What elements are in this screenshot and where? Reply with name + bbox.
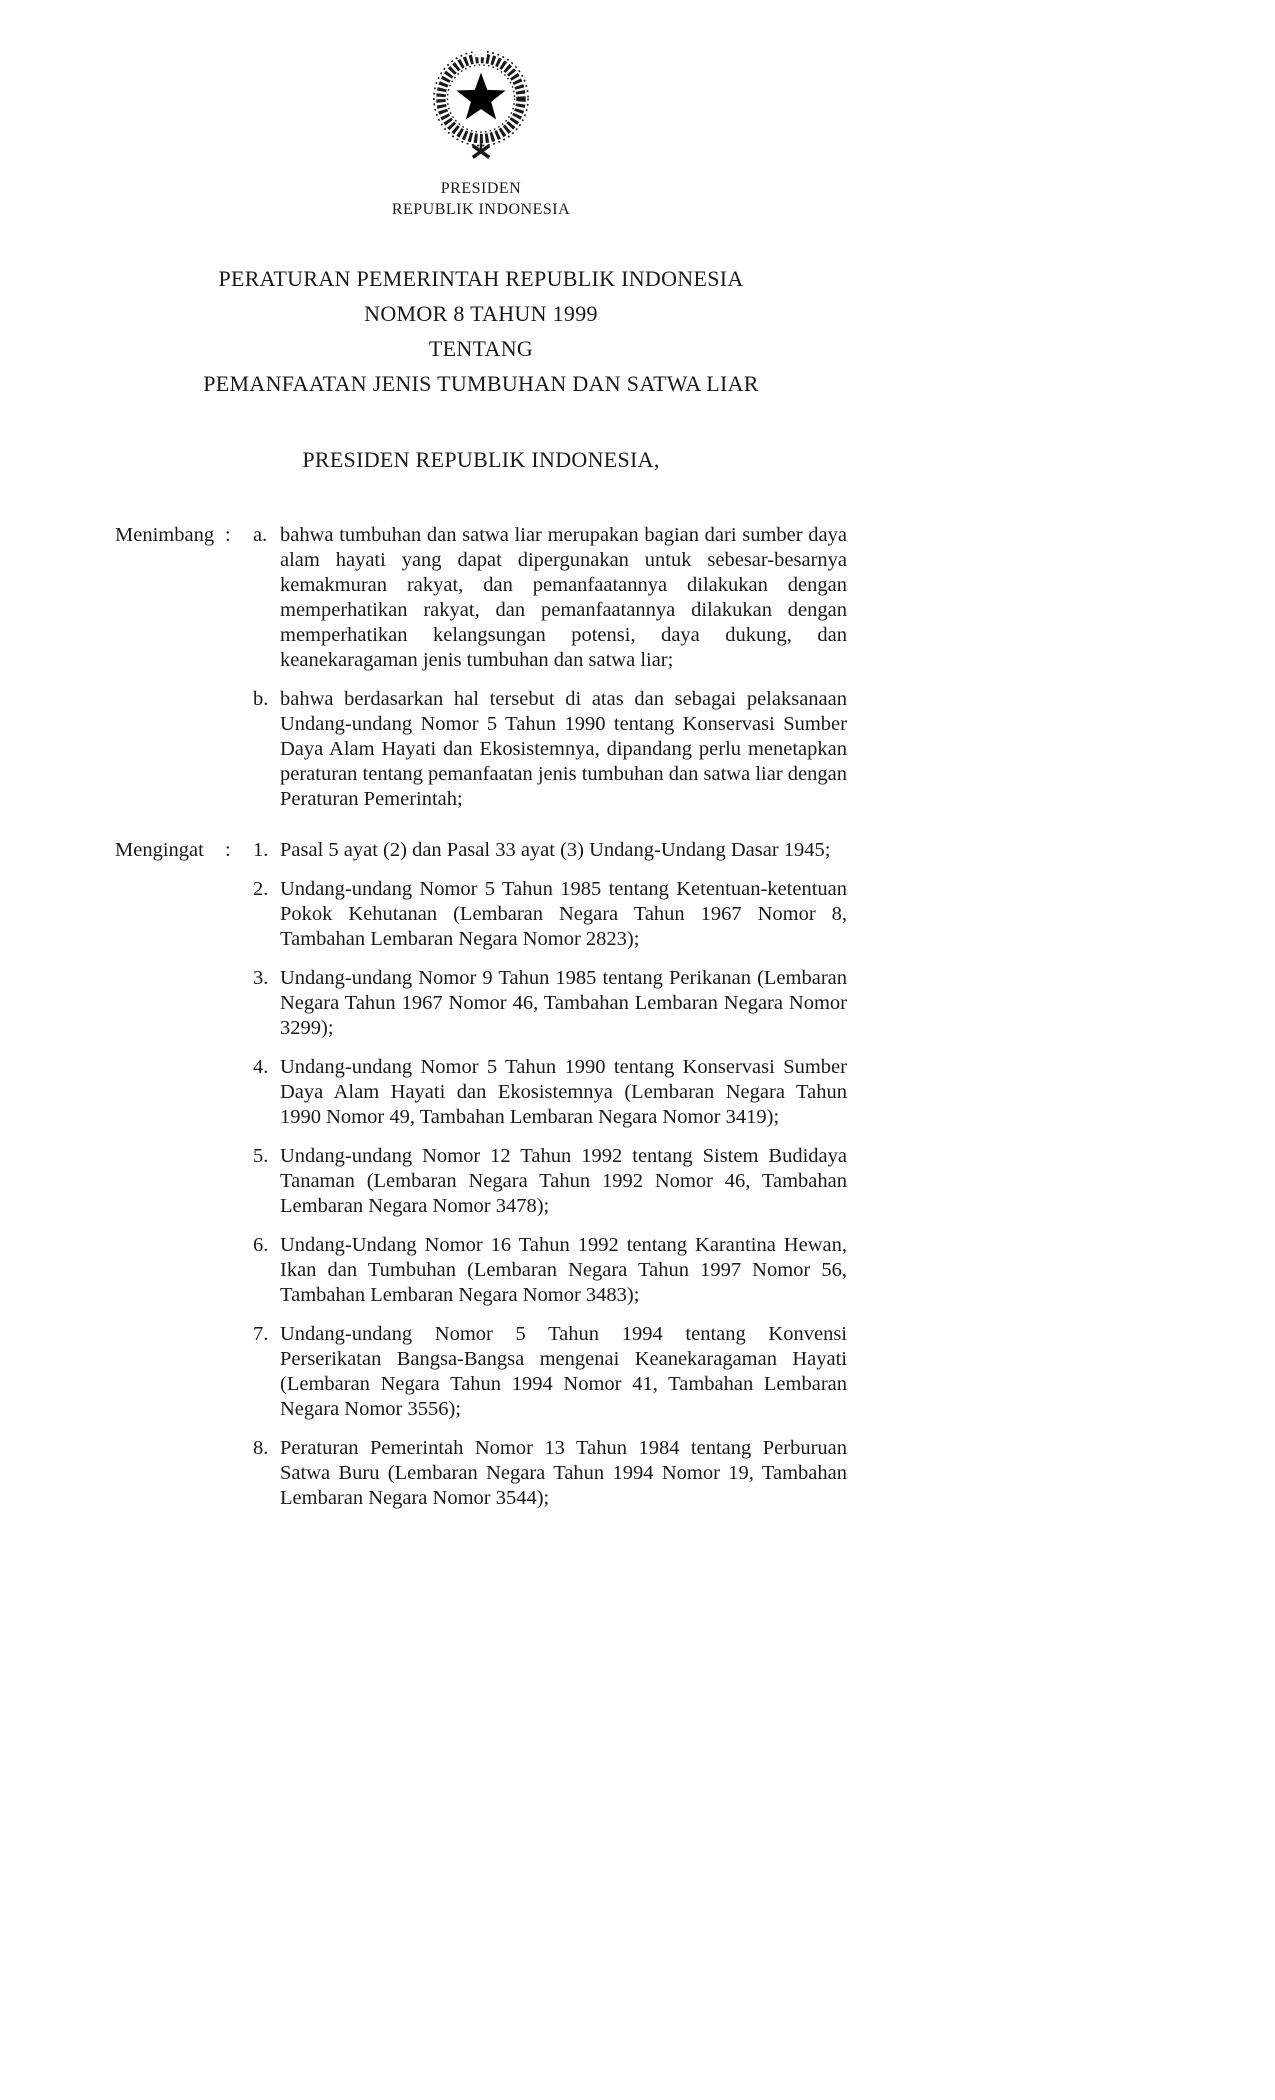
menimbang-section xyxy=(115,523,847,812)
item-marker: 4. xyxy=(253,1055,269,1078)
emblem-container xyxy=(115,0,847,173)
item-marker: 3. xyxy=(253,966,269,989)
item-marker: 2. xyxy=(253,877,269,900)
item-text: Undang-undang Nomor 12 Tahun 1992 tentang Sistem Budidaya Tanaman (Lembaran Negara Tahun 1992 Nomor 46, Tambahan Lembaran Negara Nomor 3478); xyxy=(280,1144,847,1217)
mengingat-item xyxy=(115,1233,847,1308)
body-sections xyxy=(115,523,847,1511)
mengingat-item xyxy=(115,877,847,952)
org-line-republik: REPUBLIK INDONESIA xyxy=(391,200,571,218)
org-line-presiden: PRESIDEN xyxy=(440,180,522,197)
mengingat-item xyxy=(115,1322,847,1422)
title-line-4: PEMANFAATAN JENIS TUMBUHAN DAN SATWA LIAR xyxy=(203,370,759,396)
mengingat-item xyxy=(115,1144,847,1219)
item-text: Undang-undang Nomor 9 Tahun 1985 tentang Perikanan (Lembaran Negara Tahun 1967 Nomor 46, Tambahan Lembaran Negara Nomor 3299); xyxy=(280,966,847,1039)
menimbang-item xyxy=(115,687,847,812)
title-line-1: PERATURAN PEMERINTAH REPUBLIK INDONESIA xyxy=(218,265,744,291)
item-marker: 6. xyxy=(253,1233,269,1256)
regulation-title xyxy=(115,261,847,401)
item-marker: 8. xyxy=(253,1436,269,1459)
preamble-line: PRESIDEN REPUBLIK INDONESIA, xyxy=(302,446,660,472)
item-text: bahwa tumbuhan dan satwa liar merupakan bagian dari sumber daya alam hayati yang dapat dipergunakan untuk sebesar-besarnya kemakmuran rakyat, dan pemanfaatannya dilakukan dengan memperhatikan rakyat, dan pemanfaatannya dilakukan dengan memperhatikan kelangsungan potensi, daya dukung, dan keanekaragaman jenis tumbuhan dan satwa liar; xyxy=(280,523,847,671)
mengingat-section xyxy=(115,838,847,1511)
section-colon: : xyxy=(225,523,231,546)
menimbang-item xyxy=(115,523,847,673)
item-text: Undang-undang Nomor 5 Tahun 1990 tentang Konservasi Sumber Daya Alam Hayati dan Ekosistemnya (Lembaran Negara Tahun 1990 Nomor 49, Tambahan Lembaran Negara Nomor 3419); xyxy=(280,1055,847,1128)
mengingat-item xyxy=(115,966,847,1041)
org-block xyxy=(115,179,847,221)
item-marker: b. xyxy=(253,687,269,710)
item-text: Undang-Undang Nomor 16 Tahun 1992 tentang Karantina Hewan, Ikan dan Tumbuhan (Lembaran Negara Tahun 1997 Nomor 56, Tambahan Lembaran Negara Nomor 3483); xyxy=(280,1233,847,1306)
item-text: Undang-undang Nomor 5 Tahun 1985 tentang Ketentuan-ketentuan Pokok Kehutanan (Lembaran Negara Tahun 1967 Nomor 8, Tambahan Lembaran Negara Nomor 2823); xyxy=(280,877,847,950)
item-marker: 5. xyxy=(253,1144,269,1167)
title-line-3: TENTANG xyxy=(428,335,534,361)
mengingat-item xyxy=(115,1055,847,1130)
title-line-2: NOMOR 8 TAHUN 1999 xyxy=(364,300,598,326)
item-text: Undang-undang Nomor 5 Tahun 1994 tentang Konvensi Perserikatan Bangsa-Bangsa mengenai Keanekaragaman Hayati (Lembaran Negara Tahun 1994 Nomor 41, Tambahan Lembaran Negara Nomor 3556); xyxy=(280,1322,847,1420)
item-text: Pasal 5 ayat (2) dan Pasal 33 ayat (3) Undang-Undang Dasar 1945; xyxy=(280,838,831,861)
presidential-seal-icon xyxy=(422,42,540,168)
item-marker: 7. xyxy=(253,1322,269,1345)
document-content xyxy=(115,0,847,1525)
mengingat-item xyxy=(115,838,847,863)
item-text: Peraturan Pemerintah Nomor 13 Tahun 1984 tentang Perburuan Satwa Buru (Lembaran Negara Tahun 1994 Nomor 19, Tambahan Lembaran Negara Nomor 3544); xyxy=(280,1436,847,1509)
section-label-menimbang: Menimbang xyxy=(115,523,215,546)
item-marker: a. xyxy=(253,523,268,546)
section-colon: : xyxy=(225,838,231,861)
item-text: bahwa berdasarkan hal tersebut di atas dan sebagai pelaksanaan Undang-undang Nomor 5 Tahun 1990 tentang Konservasi Sumber Daya Alam Hayati dan Ekosistemnya, dipandang perlu menetapkan peraturan tentang pemanfaatan jenis tumbuhan dan satwa liar dengan Peraturan Pemerintah; xyxy=(280,687,847,810)
mengingat-item xyxy=(115,1436,847,1511)
item-marker: 1. xyxy=(253,838,269,861)
section-label-mengingat: Mengingat xyxy=(115,838,204,861)
